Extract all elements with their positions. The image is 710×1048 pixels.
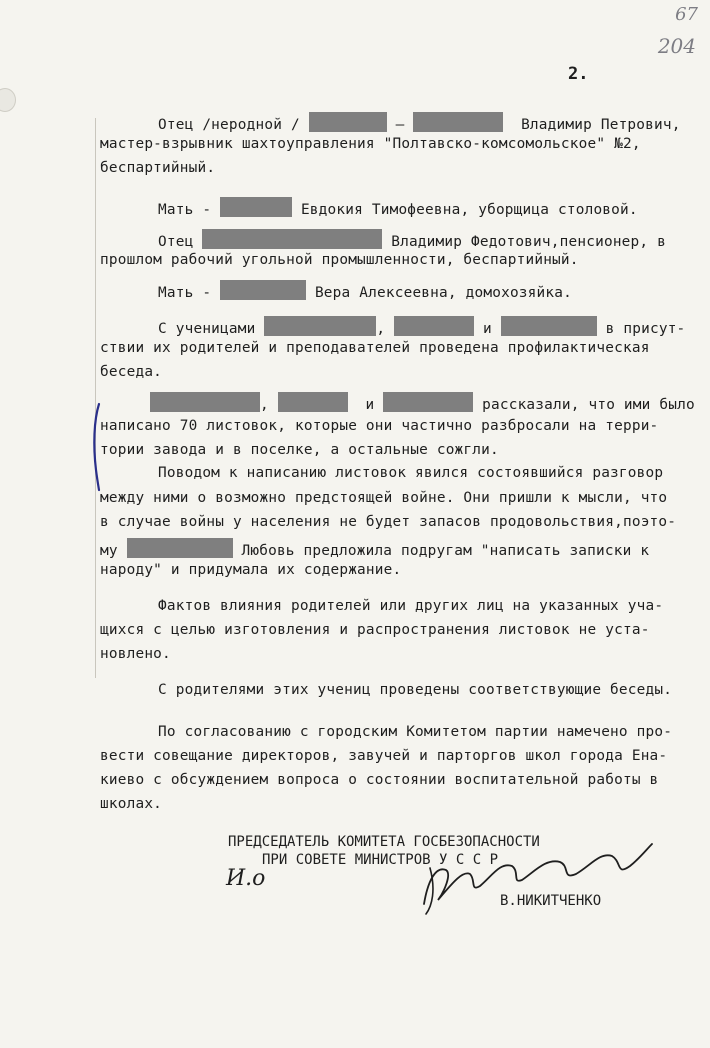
agreement-line3: киево с обсуждением вопроса о состоянии воспитательной работы в — [100, 772, 659, 788]
leaflets-line1: , и рассказали, что ими было — [150, 392, 695, 413]
archive-mark-main: 204 — [657, 34, 696, 58]
reason-line4: му Любовь предложила подругам "написать записки к — [100, 538, 649, 559]
reason-line1: Поводом к написанию листовок явился состоявшийся разговор — [158, 465, 664, 481]
talk-line1: С ученицами , и в присут- — [158, 316, 685, 337]
signature-name: В.НИКИТЧЕНКО — [500, 893, 602, 909]
talk-line3: беседа. — [100, 364, 163, 380]
signature-scribble — [424, 844, 652, 904]
facts-line2: щихся с целью изготовления и распространения листовок не уста- — [100, 622, 650, 638]
mother1-line: Мать - Евдокия Тимофеевна, уборщица столовой. — [158, 197, 638, 218]
father1-line3: беспартийный. — [100, 160, 216, 176]
signature-title-line1: ПРЕДСЕДАТЕЛЬ КОМИТЕТА ГОСБЕЗОПАСНОСТИ — [228, 834, 540, 850]
agreement-line1: По согласованию с городским Комитетом партии намечено про- — [158, 724, 673, 740]
margin-bracket-mark — [94, 404, 99, 490]
parents-line1: С родителями этих учениц проведены соответствующие беседы. — [158, 682, 673, 698]
page-number: 2. — [568, 64, 589, 84]
talk-line2: ствии их родителей и преподавателей проведена профилактическая — [100, 340, 650, 356]
father1-line1: Отец /неродной / – Владимир Петрович, — [158, 112, 681, 133]
mother2-line: Мать - Вера Алексеевна, домохозяйка. — [158, 280, 572, 301]
reason-line5: народу" и придумала их содержание. — [100, 562, 402, 578]
facts-line3: новлено. — [100, 646, 171, 662]
leaflets-line2: написано 70 листовок, которые они частично разбросали на терри- — [100, 418, 659, 434]
agreement-line4: школах. — [100, 796, 163, 812]
father1-line2: мастер-взрывник шахтоуправления "Полтавско-комсомольское" №2, — [100, 136, 641, 152]
reason-line2: между ними о возможно предстоящей войне. Они пришли к мысли, что — [100, 490, 668, 506]
handwritten-io: И.о — [226, 866, 266, 891]
father2-line2: прошлом рабочий угольной промышленности, беспартийный. — [100, 252, 579, 268]
facts-line1: Фактов влияния родителей или других лиц на указанных уча- — [158, 598, 664, 614]
father2-line1: Отец Владимир Федотович,пенсионер, в — [158, 229, 666, 250]
reason-line3: в случае войны у населения не будет запасов продовольствия,поэто- — [100, 514, 677, 530]
archive-mark-top: 67 — [675, 4, 698, 25]
leaflets-line3: тории завода и в поселке, а остальные сожгли. — [100, 442, 499, 458]
signature-title-line2: ПРИ СОВЕТЕ МИНИСТРОВ У С С Р — [262, 852, 499, 868]
agreement-line2: вести совещание директоров, завучей и парторгов школ города Ена- — [100, 748, 668, 764]
